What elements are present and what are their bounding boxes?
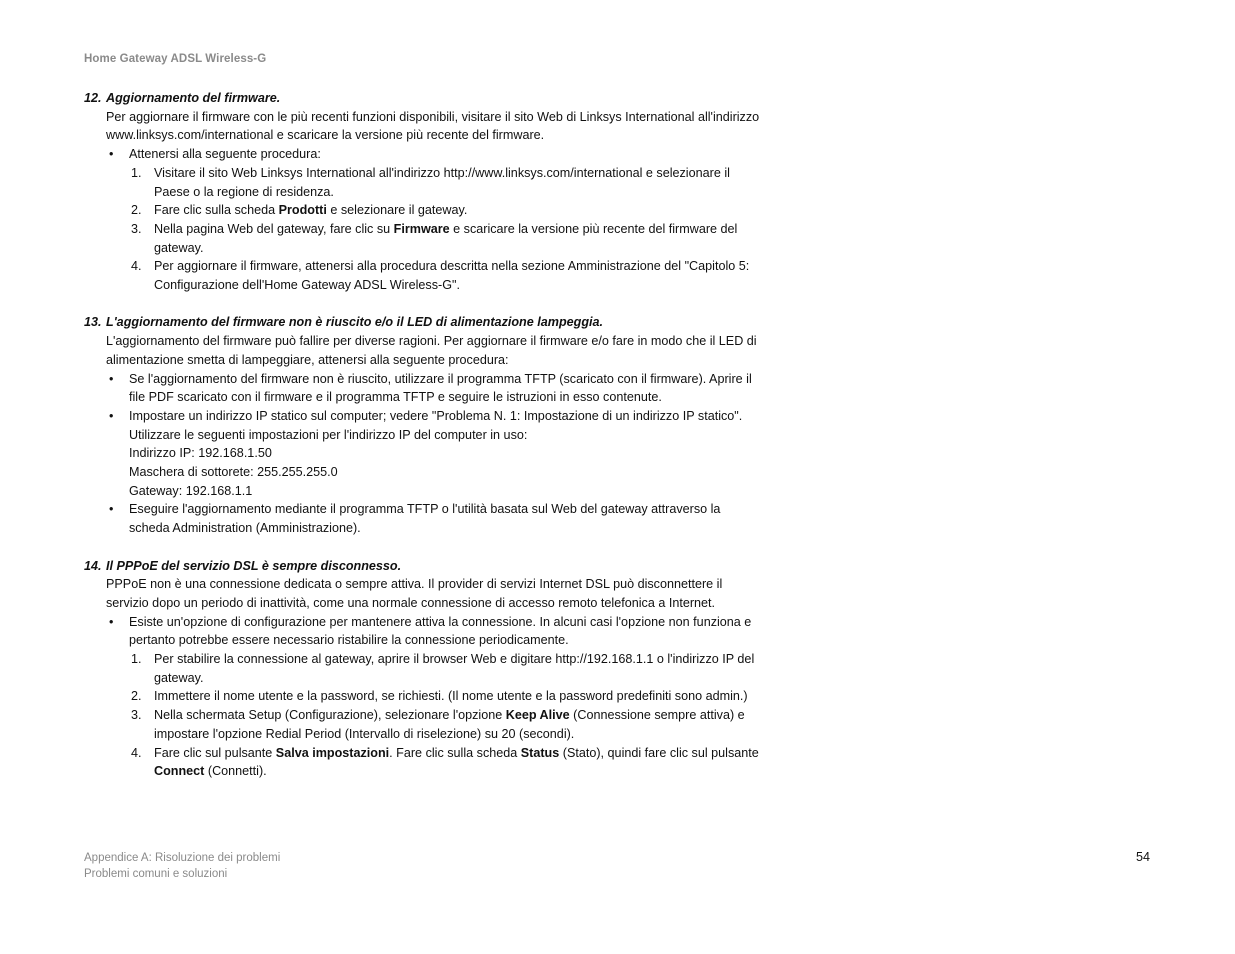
footer-section: Problemi comuni e soluzioni: [84, 868, 228, 880]
ip-address-line: Indirizzo IP: 192.168.1.50: [129, 446, 272, 461]
section-intro: PPPoE non è una connessione dedicata o sempre attiva. Il provider di servizi Internet DSL può disconnettere il servizio dopo un periodo di inattività, come una normale connessione di accesso remoto telefonica a Internet.: [106, 577, 723, 610]
step-number: 3.: [131, 221, 142, 236]
text-run: . Fare clic sulla scheda: [389, 745, 521, 760]
page-number: 54: [1136, 850, 1151, 864]
gateway-line: Gateway: 192.168.1.1: [129, 483, 253, 498]
bullet-item: [106, 613, 764, 650]
bullet-icon: •: [109, 147, 114, 162]
text-run: (Stato), quindi fare clic sul pulsante: [559, 745, 759, 760]
step-item: [129, 220, 764, 257]
bold-text: Prodotti: [278, 203, 327, 218]
step-number: 3.: [131, 708, 142, 723]
document-body: [84, 89, 764, 781]
section-13-body: [106, 332, 764, 538]
subnet-mask-line: Maschera di sottorete: 255.255.255.0: [129, 465, 338, 480]
text-run: (Connetti).: [204, 764, 267, 779]
step-item: [129, 687, 764, 706]
bullet-text: Esiste un'opzione di configurazione per mantenere attiva la connessione. In alcuni casi l'opzione non funziona e pertanto potrebbe essere necessario ristabilire la connessione periodicamente.: [129, 614, 752, 648]
section-14-title: [84, 557, 764, 576]
section-spacer: [84, 295, 764, 314]
bullet-icon: •: [109, 614, 114, 629]
step-number: 4.: [131, 259, 142, 274]
step-number: 2.: [131, 689, 142, 704]
step-number: 1.: [131, 165, 142, 180]
section-12-title: [84, 89, 764, 108]
section-number: 13.: [84, 315, 102, 330]
bullet-main-text: Impostare un indirizzo IP statico sul computer; vedere "Problema N. 1: Impostazione di un indirizzo IP statico". Utilizzare le seguenti impostazioni per l'indirizzo IP del computer in uso:: [129, 408, 743, 442]
running-header: Home Gateway ADSL Wireless-G: [84, 53, 267, 65]
step-item: [129, 164, 764, 201]
step-text: Visitare il sito Web Linksys International all'indirizzo http://www.linksys.com/international e selezionare il Paese o la regione di residenza.: [154, 165, 730, 199]
step-item: [129, 257, 764, 294]
bullet-item: [106, 407, 764, 501]
bullet-icon: •: [109, 371, 114, 386]
footer-chapter: Appendice A: Risoluzione dei problemi: [84, 852, 281, 864]
bullet-icon: •: [109, 408, 114, 423]
bold-text: Salva impostazioni: [275, 745, 390, 760]
section-title-text: L'aggiornamento del firmware non è riuscito e/o il LED di alimentazione lampeggia.: [106, 315, 604, 330]
section-title-text: Aggiornamento del firmware.: [106, 91, 281, 105]
step-number: 2.: [131, 203, 142, 218]
step-number: 4.: [131, 745, 142, 760]
section-number: 12.: [84, 91, 102, 105]
bold-text: Connect: [154, 764, 205, 779]
bullet-text: Eseguire l'aggiornamento mediante il programma TFTP o l'utilità basata sul Web del gateway attraverso la scheda Administration (Amministrazione).: [129, 502, 721, 536]
text-run: (Connessione sempre attiva) e impostare l'opzione Redial Period (Intervallo di riselezione) su 20 (secondi).: [154, 708, 745, 741]
text-run: e selezionare il gateway.: [326, 203, 468, 218]
bullet-item: [106, 500, 764, 537]
step-text: [154, 706, 764, 743]
step-item: [129, 744, 764, 781]
step-item: [129, 650, 764, 687]
step-item: [129, 201, 764, 220]
bold-text: Firmware: [393, 221, 450, 236]
section-13-title: [84, 313, 764, 332]
bullet-icon: •: [109, 502, 114, 517]
bullet-item: [106, 145, 764, 164]
section-12-body: [106, 108, 764, 295]
step-text: Immettere il nome utente e la password, se richiesti. (Il nome utente e la password predefiniti sono admin.): [154, 689, 748, 704]
step-number: 1.: [131, 652, 142, 667]
section-intro: Per aggiornare il firmware con le più recenti funzioni disponibili, visitare il sito Web di Linksys International all'indirizzo www.linksys.com/international e scaricare la versione più recente del firmware.: [106, 109, 760, 143]
step-text: Per stabilire la connessione al gateway, aprire il browser Web e digitare http://192.168.1.1 o l'indirizzo IP del gateway.: [154, 652, 755, 685]
step-text: [154, 220, 764, 257]
section-14-body: [106, 575, 764, 781]
text-run: Nella schermata Setup (Configurazione), selezionare l'opzione: [154, 708, 506, 723]
bullet-item: [106, 370, 764, 407]
step-item: [129, 706, 764, 743]
text-run: e scaricare la versione più recente del firmware del gateway.: [154, 221, 738, 255]
bullet-text: Attenersi alla seguente procedura:: [129, 147, 321, 162]
bold-text: Status: [520, 745, 560, 760]
bullet-text: [129, 407, 764, 501]
section-intro: L'aggiornamento del firmware può fallire per diverse ragioni. Per aggiornare il firmware e/o fare in modo che il LED di alimentazione smetta di lampeggiare, attenersi alla seguente procedura:: [106, 334, 757, 367]
text-run: Fare clic sul pulsante: [154, 745, 276, 760]
section-spacer: [84, 538, 764, 557]
section-number: 14.: [84, 558, 102, 573]
bullet-text: Se l'aggiornamento del firmware non è riuscito, utilizzare il programma TFTP (scaricato con il firmware). Aprire il file PDF scaricato con il firmware e il programma TFTP e seguire le istruzioni in esso contenute.: [129, 371, 752, 405]
text-run: Fare clic sulla scheda: [154, 203, 279, 218]
step-text: [154, 744, 764, 781]
text-run: Nella pagina Web del gateway, fare clic su: [154, 221, 394, 236]
step-text: [154, 201, 764, 220]
step-text: Per aggiornare il firmware, attenersi alla procedura descritta nella sezione Amministrazione del "Capitolo 5: Configurazione dell'Home Gateway ADSL Wireless-G".: [154, 259, 750, 293]
section-title-text: Il PPPoE del servizio DSL è sempre disconnesso.: [106, 558, 402, 573]
page-footer: [84, 850, 280, 882]
bold-text: Keep Alive: [505, 708, 570, 723]
